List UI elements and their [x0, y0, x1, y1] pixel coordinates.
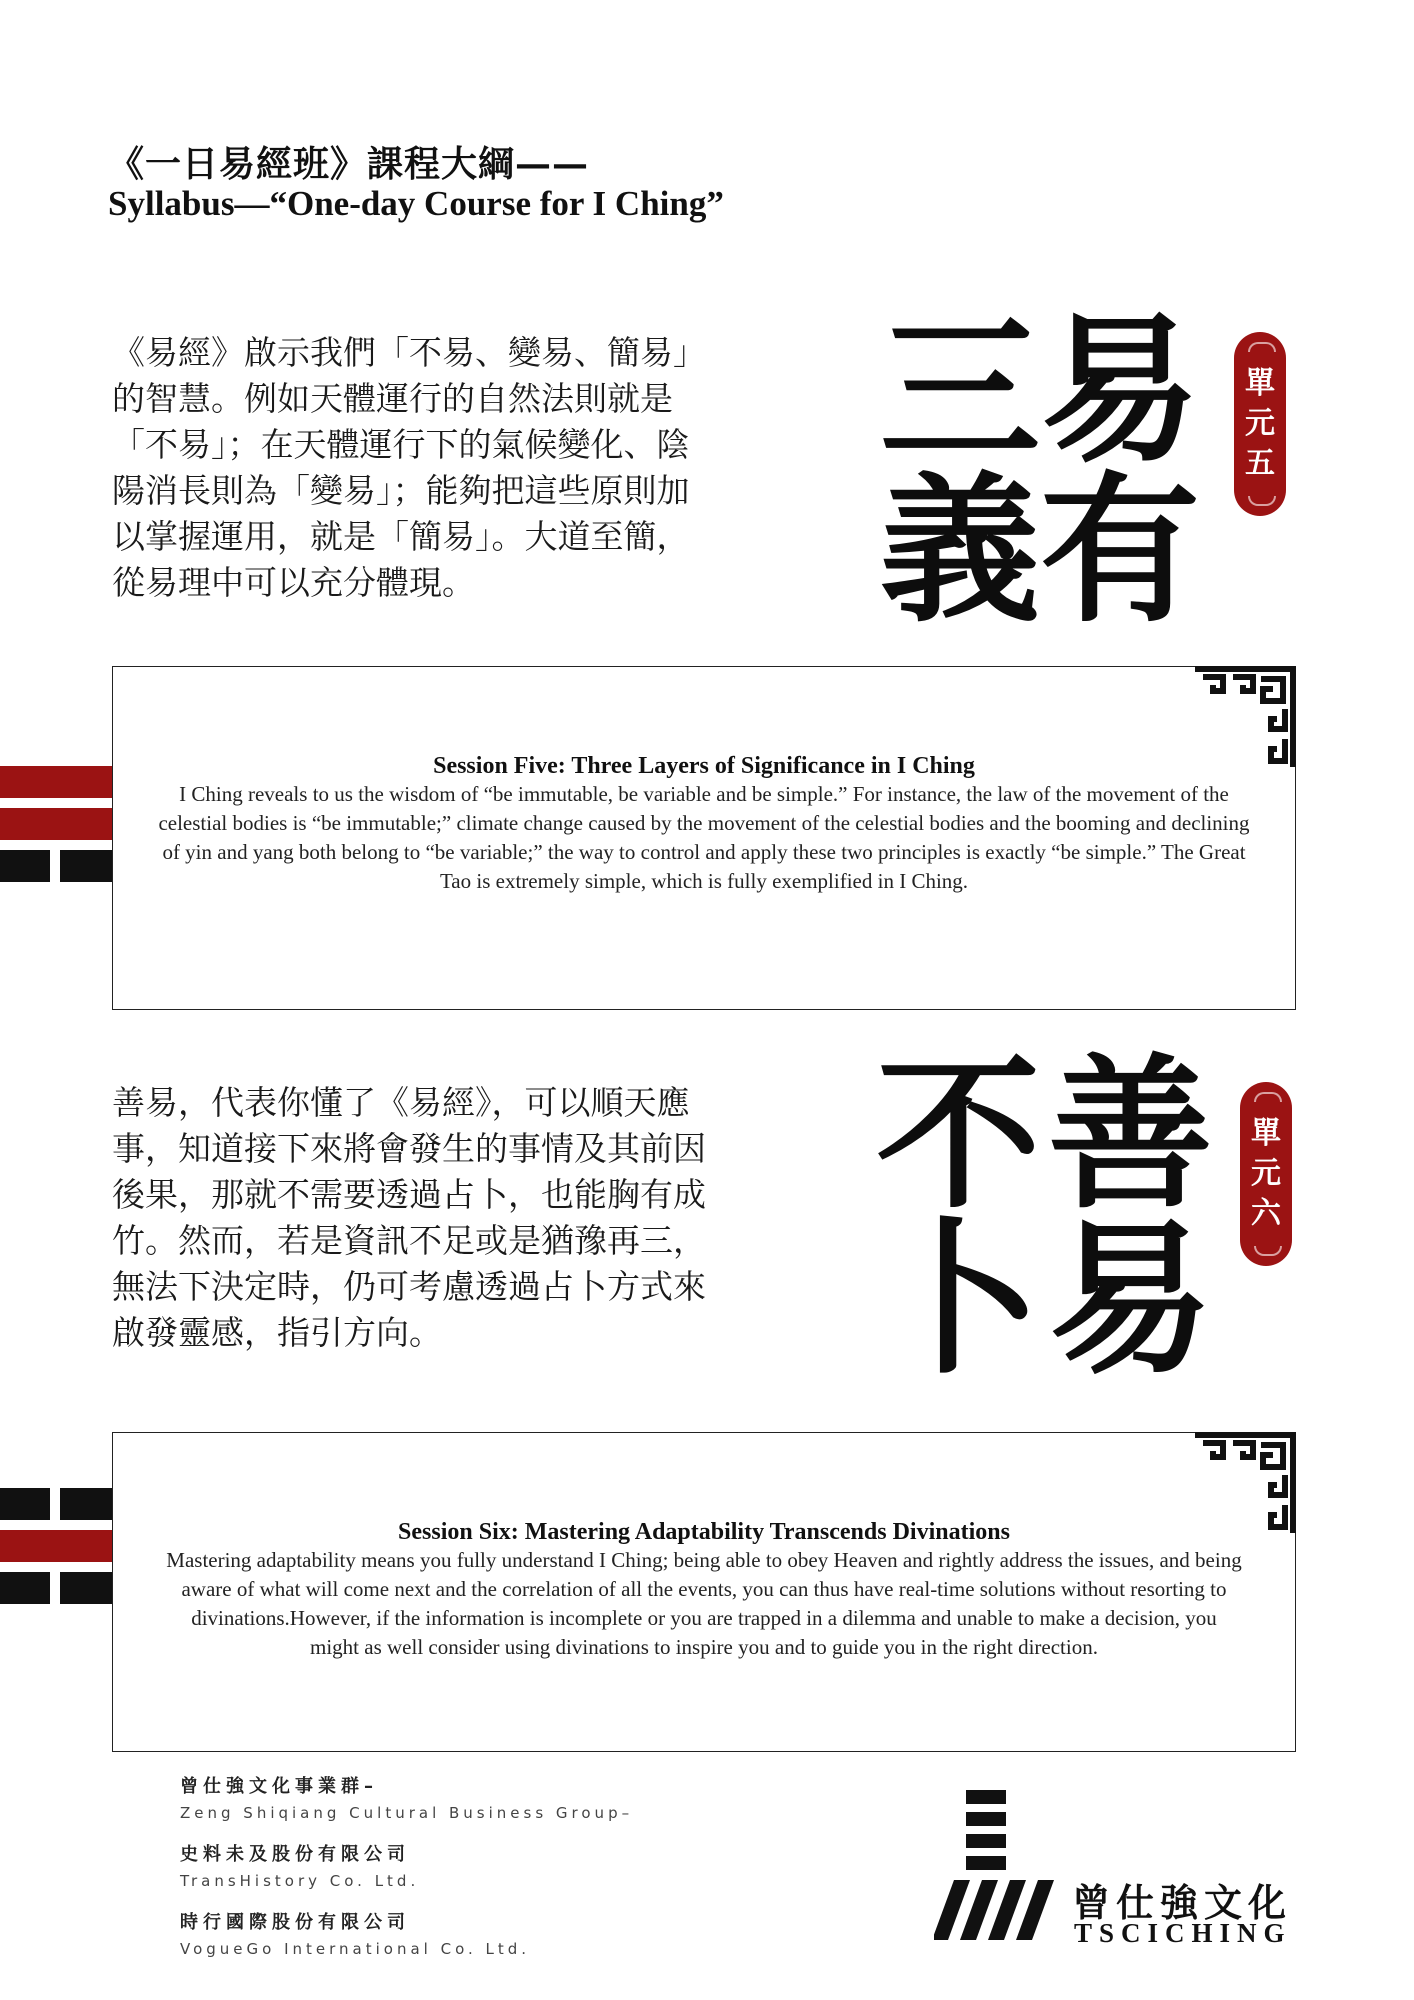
page-title-zh: 《一日易經班》課程大綱——	[108, 143, 590, 185]
tsciching-logo-icon	[934, 1790, 1064, 1940]
unit6-paragraph: 善易，代表你懂了《易經》，可以順天應事，知道接下來將會發生的事情及其前因後果，那就不需要透過占卜，也能胸有成竹。然而，若是資訊不足或是猶豫再三，無法下決定時，仍可考慮透過占卜方式來啟發靈感，指引方向。	[112, 1083, 706, 1352]
badge-char: 六	[1251, 1196, 1281, 1231]
company-en: VogueGo International Co. Ltd.	[180, 1940, 531, 1958]
company-en: TransHistory Co. Ltd.	[180, 1872, 420, 1890]
company-zh: 曾仕強文化事業群–	[180, 1776, 378, 1797]
corner-ornament-icon	[1193, 665, 1297, 769]
session6-box	[112, 1432, 1296, 1752]
corner-ornament-icon	[1193, 1431, 1297, 1535]
unit6-badge	[1240, 1082, 1292, 1266]
company-zh: 史料未及股份有限公司	[180, 1844, 410, 1865]
badge-char: 元	[1251, 1156, 1281, 1191]
unit6-char-3: 不	[876, 1037, 1041, 1231]
session5-body: I Ching reveals to us the wisdom of “be immutable, be variable and be simple.” For instance, the law of the movement of the celestial bodies is “be immutable;” climate change caused by the movement of the celestial bodies and the booming and declining of yin and yang both belong to “be variable;” the way to control and apply these two principles is exactly “be simple.” The Great Tao is extremely simple, which is fully exemplified in I Ching.	[158, 782, 1250, 893]
unit5-big-title	[880, 296, 1210, 644]
logo-text-en: TSCICHING	[1074, 1918, 1292, 1948]
ornament-icon	[1254, 1092, 1282, 1102]
company-en: Zeng Shiqiang Cultural Business Group–	[180, 1804, 634, 1822]
unit5-char-3: 三	[880, 296, 1041, 484]
badge-char: 單	[1245, 366, 1275, 401]
logo-text-zh: 曾仕強文化	[1072, 1881, 1293, 1925]
badge-char: 五	[1245, 446, 1275, 481]
unit6-char-4: 卜	[876, 1202, 1041, 1396]
ornament-icon	[1248, 342, 1276, 352]
badge-char: 元	[1245, 406, 1275, 441]
ornament-icon	[1248, 496, 1276, 506]
unit6-char-1: 善	[1048, 1037, 1213, 1231]
unit6-big-title	[876, 1037, 1216, 1396]
unit6-char-2: 易	[1048, 1202, 1213, 1396]
page-title-en: Syllabus—“One-day Course for I Ching”	[108, 184, 724, 223]
session5-box	[112, 666, 1296, 1010]
unit5-paragraph: 《易經》啟示我們「不易、變易、簡易」的智慧。例如天體運行的自然法則就是「不易」；在天體運行下的氣候變化、陰陽消長則為「變易」；能夠把這些原則加以掌握運用，就是「簡易」。大道至簡，從易理中可以充分體現。	[112, 333, 706, 602]
unit5-char-1: 易	[1040, 296, 1201, 484]
unit5-badge	[1234, 332, 1286, 516]
session6-title: Session Six: Mastering Adaptability Transcends Divinations	[398, 1519, 1010, 1545]
unit5-char-4: 義	[880, 456, 1041, 644]
badge-char: 單	[1251, 1116, 1281, 1151]
session6-body: Mastering adaptability means you fully understand I Ching; being able to obey Heaven and rightly address the issues, and being aware of what will come next and the correlation of all the events, you can thus have real-time solutions without resorting to divinations.However, if the information is incomplete or you are trapped in a dilemma and unable to make a decision, you might as well consider using divinations to inspire you and to guide you in the right direction.	[166, 1548, 1242, 1659]
session5-title: Session Five: Three Layers of Significance in I Ching	[433, 753, 975, 779]
footer-companies	[180, 1772, 633, 1958]
ornament-icon	[1254, 1246, 1282, 1256]
company-zh: 時行國際股份有限公司	[180, 1912, 410, 1933]
unit5-char-2: 有	[1040, 456, 1201, 644]
